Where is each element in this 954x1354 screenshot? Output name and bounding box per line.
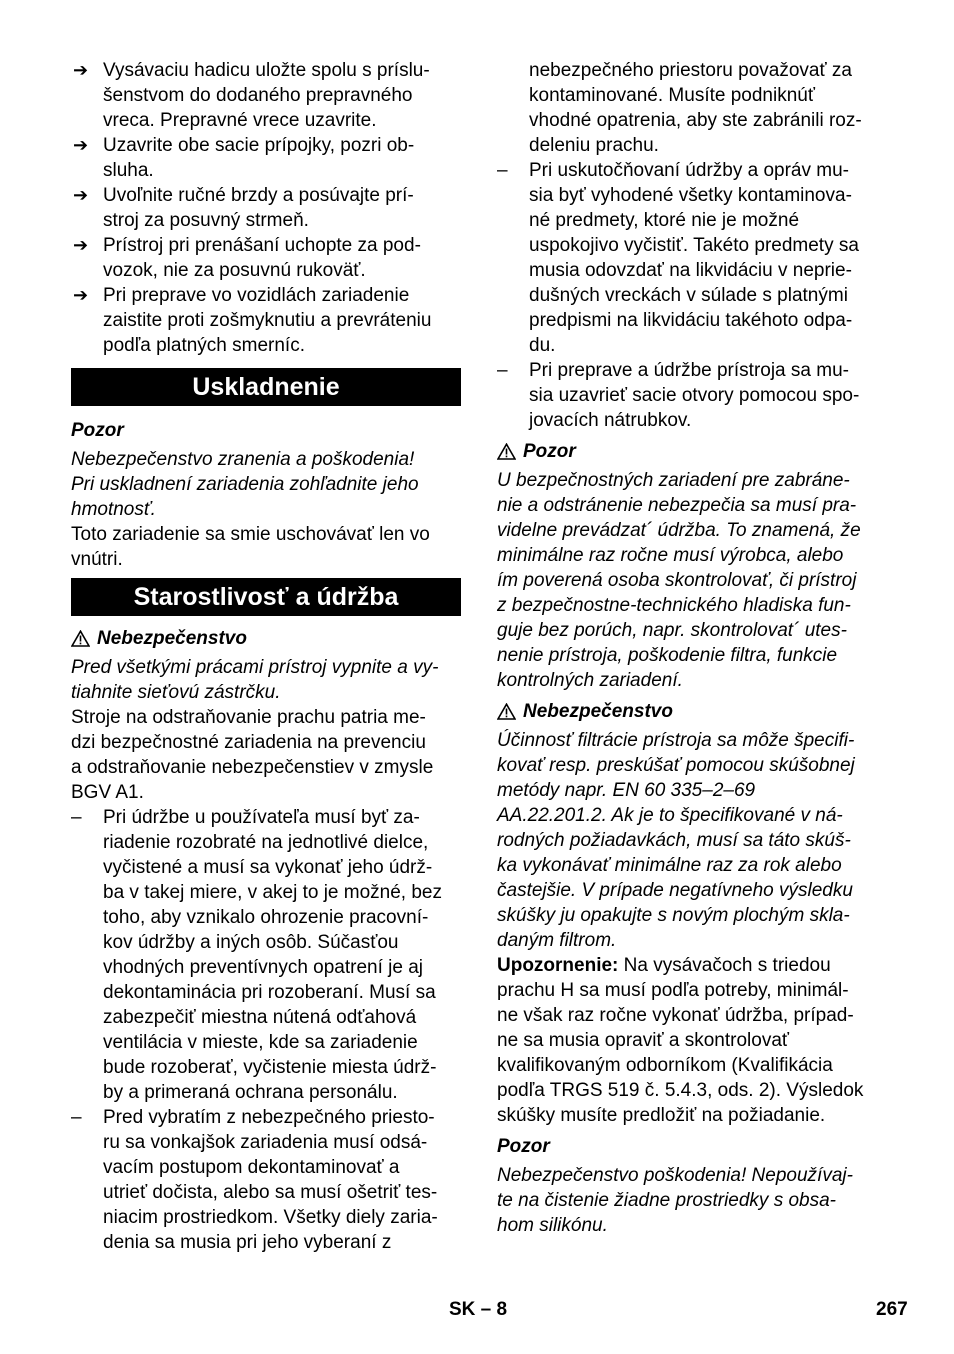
text-line: du. xyxy=(529,335,556,356)
section-heading-care: Starostlivosť a údržba xyxy=(71,578,461,616)
danger-title: Nebezpečenstvo xyxy=(523,701,673,722)
text-line: ventilácia v mieste, kde sa zariadenie xyxy=(103,1032,418,1053)
warning-triangle-icon xyxy=(71,630,90,647)
page-number: 267 xyxy=(876,1299,908,1320)
warning-triangle-icon xyxy=(497,703,516,720)
text-line: podľa platných smerníc. xyxy=(103,335,305,356)
danger-text xyxy=(71,655,461,705)
text-line: Pri uskladnení zariadenia zohľadnite jeho xyxy=(71,474,419,495)
dash-marker: – xyxy=(71,1107,82,1128)
caution-text xyxy=(497,468,887,693)
paragraph xyxy=(71,705,461,805)
text-line: kontaminované. Musíte podniknúť xyxy=(529,85,815,106)
danger-heading xyxy=(71,626,461,651)
note-paragraph xyxy=(497,953,887,1128)
text-line: Pri údržbe u používateľa musí byť za- xyxy=(103,807,420,828)
text-line: ím poverená osoba skontrolovať, či prístroj xyxy=(497,570,857,591)
list-item xyxy=(71,805,461,1105)
danger-title: Nebezpečenstvo xyxy=(97,628,247,649)
right-column xyxy=(497,58,887,1238)
dash-marker: – xyxy=(497,160,508,181)
text-line: hmotnosť. xyxy=(71,499,156,520)
arrow-right-icon: ➔ xyxy=(73,235,89,255)
instruction-step xyxy=(71,183,461,233)
text-line: guje bez porúch, napr. skontrolovat´ utes- xyxy=(497,620,847,641)
caution-title: Pozor xyxy=(497,1136,550,1157)
text-line: Uvoľnite ručné brzdy a posúvajte prí- xyxy=(103,185,414,206)
text-line: te na čistenie žiadne prostriedky s obsa- xyxy=(497,1190,837,1211)
text-line: toho, aby vznikalo ohrozenie pracovní- xyxy=(103,907,429,928)
text-line: niacim prostriedkom. Všetky diely zaria- xyxy=(103,1207,438,1228)
text-line: rodných požiadavkách, musí sa táto skúš- xyxy=(497,830,851,851)
text-line: Pred všetkými prácami prístroj vypnite a vy- xyxy=(71,657,439,678)
text-line: šenstvom do dodaného prepravného xyxy=(103,85,413,106)
text-line: kontrolných zariadení. xyxy=(497,670,683,691)
text-line: ba v takej miere, v akej to je možné, bez xyxy=(103,882,442,903)
text-line: kvalifikovaným odborníkom (Kvalifikácia xyxy=(497,1055,833,1076)
text-line: nenie prístroja, poškodenie filtra, funkcie xyxy=(497,645,838,666)
text-line: jovacích nátrubkov. xyxy=(529,410,692,431)
text-line: kov údržby a iných osôb. Súčasťou xyxy=(103,932,399,953)
text-line: AA.22.201.2. Ak je to špecifikované v ná- xyxy=(497,805,843,826)
text-line: zabezpečiť miestna nútená odťahová xyxy=(103,1007,417,1028)
text-line: uspokojivo vyčistiť. Takéto predmety sa xyxy=(529,235,859,256)
text-line: Prístroj pri prenášaní uchopte za pod- xyxy=(103,235,421,256)
footer-language-code: SK – 8 xyxy=(449,1299,508,1320)
text-line: dekontaminácia pri rozoberaní. Musí sa xyxy=(103,982,436,1003)
text-line: dzi bezpečnostné zariadenia na prevenciu xyxy=(71,732,426,753)
arrow-right-icon: ➔ xyxy=(73,185,89,205)
text-line: denia sa musia pri jeho vyberaní z xyxy=(103,1232,392,1253)
list-item-continuation xyxy=(497,58,887,158)
text-line: skúšky ju opakujte s novým plochým skla- xyxy=(497,905,850,926)
text-line: zaistite proti zošmyknutiu a prevráteniu xyxy=(103,310,432,331)
text-line: sia uzavrieť sacie otvory pomocou spo- xyxy=(529,385,860,406)
text-line: Stroje na odstraňovanie prachu patria me- xyxy=(71,707,426,728)
text-line: Účinnosť filtrácie prístroja sa môže špecifi- xyxy=(497,730,855,751)
caution-text xyxy=(497,1163,887,1238)
text-line: nebezpečného priestoru považovať za xyxy=(529,60,852,81)
text-line: predpismi na likvidáciu takéhoto odpa- xyxy=(529,310,853,331)
caution-heading xyxy=(497,439,887,464)
instruction-step xyxy=(71,58,461,133)
text-line: Nebezpečenstvo poškodenia! Nepoužívaj- xyxy=(497,1165,853,1186)
text-line: vozok, nie za posuvnú rukoväť. xyxy=(103,260,366,281)
arrow-right-icon: ➔ xyxy=(73,135,89,155)
paragraph xyxy=(71,522,461,572)
dash-marker: – xyxy=(497,360,508,381)
text-line: sluha. xyxy=(103,160,154,181)
text-line: ne sa musia opraviť a skontrolovať xyxy=(497,1030,790,1051)
text-line: riadenie rozobraté na jednotlivé dielce, xyxy=(103,832,429,853)
arrow-right-icon: ➔ xyxy=(73,60,89,80)
text-line: videlne prevádzat´ údržba. To znamená, že xyxy=(497,520,861,541)
text-line: skúšky musíte predložiť na požiadanie. xyxy=(497,1105,826,1126)
text-line: vreca. Prepravné vrece uzavrite. xyxy=(103,110,377,131)
text-line: dušných vreckách v súlade s platnými xyxy=(529,285,848,306)
text-line: stroj za posuvný strmeň. xyxy=(103,210,309,231)
text-line: a odstraňovanie nebezpečenstiev v zmysle xyxy=(71,757,434,778)
text-line: ne však raz ročne vykonať údržba, prípad- xyxy=(497,1005,854,1026)
warning-triangle-icon xyxy=(497,443,516,460)
text-line: bude rozoberať, vyčistenie miesta údrž- xyxy=(103,1057,437,1078)
section-heading-storage: Uskladnenie xyxy=(71,368,461,406)
text-line: metódy napr. EN 60 335–2–69 xyxy=(497,780,756,801)
note-label: Upozornenie: xyxy=(497,955,619,976)
danger-heading xyxy=(497,699,887,724)
text-line: častejšie. V prípade negatívneho výsledku xyxy=(497,880,853,901)
left-column xyxy=(71,58,461,1255)
list-item xyxy=(71,1105,461,1255)
text-line: Toto zariadenie sa smie uschovávať len vo xyxy=(71,524,430,545)
text-line: hom silikónu. xyxy=(497,1215,608,1236)
text-line: Vysávaciu hadicu uložte spolu s príslu- xyxy=(103,60,430,81)
instruction-step xyxy=(71,283,461,358)
caution-title: Pozor xyxy=(523,441,576,462)
text-line xyxy=(497,953,887,978)
text-line: ka vykonávať minimálne raz za rok alebo xyxy=(497,855,842,876)
text-line: prachu H sa musí podľa potreby, minimál- xyxy=(497,980,849,1001)
text-line: Nebezpečenstvo zranenia a poškodenia! xyxy=(71,449,415,470)
text-line: z bezpečnostne-technického hladiska fun- xyxy=(497,595,851,616)
text-line: minimálne raz ročne musí výrobca, alebo xyxy=(497,545,844,566)
text-line: kovať resp. preskúšať pomocou skúšobnej xyxy=(497,755,855,776)
danger-text xyxy=(497,728,887,953)
text-line: Pri preprave vo vozidlách zariadenie xyxy=(103,285,410,306)
text-line: deleniu prachu. xyxy=(529,135,659,156)
instruction-step xyxy=(71,233,461,283)
text-line: utrieť dočista, alebo sa musí ošetriť tes- xyxy=(103,1182,438,1203)
list-item xyxy=(497,158,887,358)
text-line: nie a odstránenie nebezpečia sa musí pra- xyxy=(497,495,857,516)
text-line: BGV A1. xyxy=(71,782,144,803)
text-line: Uzavrite obe sacie prípojky, pozri ob- xyxy=(103,135,415,156)
text-line: vhodné opatrenia, aby ste zabránili roz- xyxy=(529,110,862,131)
text-line: podľa TRGS 519 č. 5.4.3, ods. 2). Výsledok xyxy=(497,1080,864,1101)
text-line: vnútri. xyxy=(71,549,123,570)
dash-marker: – xyxy=(71,807,82,828)
caution-title: Pozor xyxy=(71,420,124,441)
text-line: Pri uskutočňovaní údržby a opráv mu- xyxy=(529,160,849,181)
text-line: Pred vybratím z nebezpečného priesto- xyxy=(103,1107,435,1128)
text-line: musia odovzdať na likvidáciu v neprie- xyxy=(529,260,852,281)
text-line: by a primeraná ochrana personálu. xyxy=(103,1082,398,1103)
arrow-right-icon: ➔ xyxy=(73,285,89,305)
text-line: daným filtrom. xyxy=(497,930,617,951)
list-item xyxy=(497,358,887,433)
text-line: vyčistené a musí sa vykonať jeho údrž- xyxy=(103,857,433,878)
text-line: né predmety, ktoré nie je možné xyxy=(529,210,800,231)
text-line: Pri preprave a údržbe prístroja sa mu- xyxy=(529,360,849,381)
text-line: vacím postupom dekontaminovať a xyxy=(103,1157,400,1178)
caution-text xyxy=(71,447,461,522)
text-line: vhodných preventívnych opatrení je aj xyxy=(103,957,424,978)
text-line: U bezpečnostných zariadení pre zabráne- xyxy=(497,470,850,491)
note-text: Na vysávačoch s triedou xyxy=(618,955,831,976)
instruction-step xyxy=(71,133,461,183)
text-line: tiahnite sieťovú zástrčku. xyxy=(71,682,281,703)
text-line: ru sa vonkajšok zariadenia musí odsá- xyxy=(103,1132,428,1153)
text-line: sia byť vyhodené všetky kontaminova- xyxy=(529,185,852,206)
